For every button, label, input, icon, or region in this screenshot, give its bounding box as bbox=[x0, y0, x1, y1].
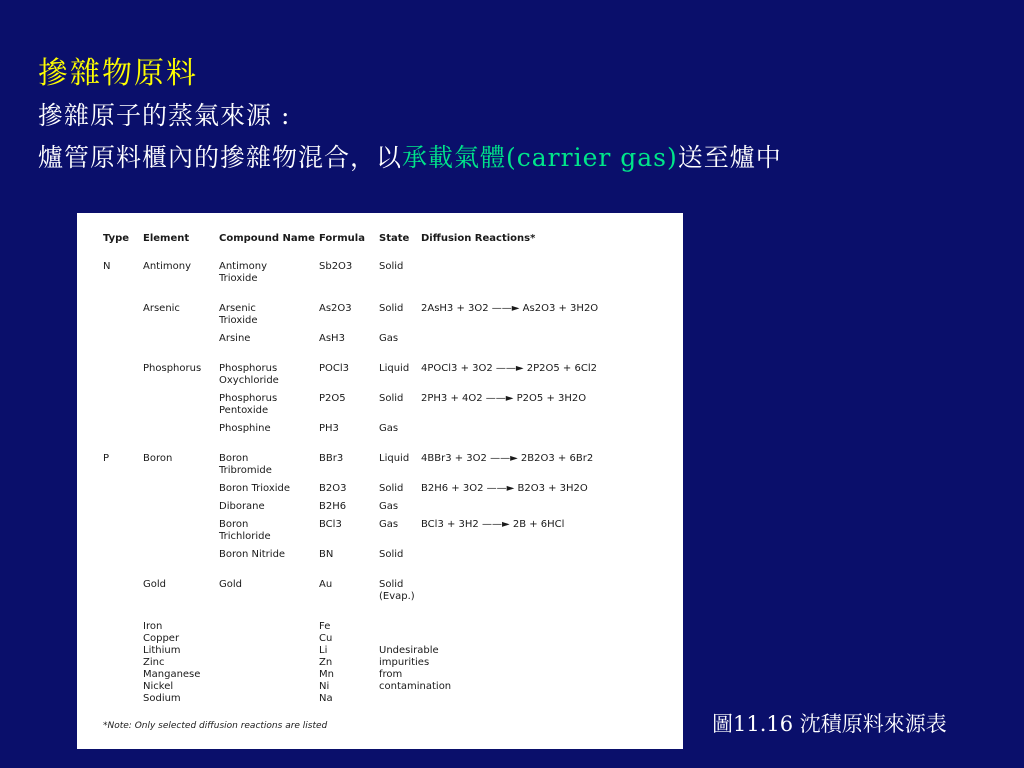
table-cell-type bbox=[101, 517, 141, 547]
table-cell-type: N bbox=[103, 261, 111, 272]
table-footnote: *Note: Only selected diffusion reactions are listed bbox=[103, 721, 328, 731]
table-cell-compound-name: Gold bbox=[219, 579, 242, 590]
table-cell-state: Gas bbox=[379, 423, 399, 434]
table-cell-compound-name: Boron Trichloride bbox=[219, 519, 271, 542]
table-cell-type bbox=[101, 565, 141, 607]
table-row bbox=[101, 565, 671, 607]
table-cell-compound-name: Phosphorus Pentoxide bbox=[219, 393, 278, 416]
table-cell-compound-name: Boron Trioxide bbox=[219, 483, 291, 494]
table-cell-formula: B2H6 bbox=[319, 501, 347, 512]
description-text-end: 送至爐中 bbox=[677, 143, 782, 172]
table-cell-state: Solid bbox=[379, 303, 404, 314]
diffusion-source-table-image bbox=[77, 213, 683, 749]
table-cell-formula: AsH3 bbox=[319, 333, 345, 344]
table-row bbox=[101, 607, 671, 709]
table-cell-diffusion-reactions bbox=[419, 331, 671, 349]
column-header-formula: Formula bbox=[319, 233, 365, 244]
table-cell-state: Gas bbox=[379, 333, 399, 344]
table-cell-element bbox=[141, 481, 217, 499]
table-row bbox=[101, 517, 671, 547]
table-row bbox=[101, 499, 671, 517]
table-cell-diffusion-reactions: BCl3 + 3H2 ——► 2B + 6HCl bbox=[421, 519, 565, 530]
column-header-state: State bbox=[379, 233, 410, 244]
table-cell-compound-name: Arsine bbox=[219, 333, 251, 344]
column-header-compound-name: Compound Name bbox=[219, 233, 315, 244]
table-row bbox=[101, 331, 671, 349]
table-cell-formula: Sb2O3 bbox=[319, 261, 353, 272]
table-cell-state: Undesirable impurities from contamination bbox=[379, 645, 452, 692]
table-cell-state: Solid (Evap.) bbox=[379, 579, 415, 602]
table-cell-formula: BBr3 bbox=[319, 453, 344, 464]
table-cell-element: Iron Copper Lithium Zinc Manganese Nickel Sodium bbox=[143, 621, 201, 704]
table-cell-compound-name bbox=[217, 607, 317, 709]
table-cell-formula: POCl3 bbox=[319, 363, 350, 374]
table-cell-formula: Fe Cu Li Zn Mn Ni Na bbox=[319, 621, 334, 704]
table-cell-type bbox=[101, 391, 141, 421]
table-cell-type bbox=[101, 499, 141, 517]
table-cell-diffusion-reactions: 4POCl3 + 3O2 ——► 2P2O5 + 6Cl2 bbox=[421, 363, 597, 374]
table-cell-compound-name: Diborane bbox=[219, 501, 265, 512]
table-cell-state: Solid bbox=[379, 549, 404, 560]
table-cell-type bbox=[101, 349, 141, 391]
table-row bbox=[101, 349, 671, 391]
column-header-type: Type bbox=[103, 233, 130, 244]
table-cell-formula: PH3 bbox=[319, 423, 339, 434]
table-row bbox=[101, 289, 671, 331]
table-cell-state: Gas bbox=[379, 501, 399, 512]
table-cell-element bbox=[141, 391, 217, 421]
description-line bbox=[38, 138, 782, 174]
table-cell-formula: B2O3 bbox=[319, 483, 347, 494]
table-cell-formula: BN bbox=[319, 549, 334, 560]
diffusion-source-table bbox=[101, 233, 671, 709]
table-cell-formula: BCl3 bbox=[319, 519, 342, 530]
table-cell-state: Solid bbox=[379, 393, 404, 404]
table-cell-element bbox=[141, 331, 217, 349]
table-cell-state: Liquid bbox=[379, 363, 410, 374]
table-cell-element bbox=[141, 499, 217, 517]
table-cell-state: Gas bbox=[379, 519, 399, 530]
table-cell-diffusion-reactions bbox=[419, 421, 671, 439]
table-cell-element: Antimony bbox=[143, 261, 191, 272]
table-cell-element bbox=[141, 517, 217, 547]
table-cell-diffusion-reactions bbox=[419, 499, 671, 517]
table-cell-state: Solid bbox=[379, 483, 404, 494]
table-cell-type bbox=[101, 607, 141, 709]
table-cell-type bbox=[101, 289, 141, 331]
description-text-start: 爐管原料櫃內的摻雜物混合，以 bbox=[38, 143, 403, 172]
table-cell-diffusion-reactions: B2H6 + 3O2 ——► B2O3 + 3H2O bbox=[421, 483, 588, 494]
table-cell-element bbox=[141, 547, 217, 565]
table-row bbox=[101, 547, 671, 565]
subtitle-line: 摻雜原子的蒸氣來源 : bbox=[38, 101, 291, 130]
table-cell-compound-name: Boron Tribromide bbox=[219, 453, 272, 476]
table-row bbox=[101, 421, 671, 439]
table-header-row bbox=[101, 233, 671, 259]
table-cell-type: P bbox=[103, 453, 110, 464]
table-cell-formula: As2O3 bbox=[319, 303, 352, 314]
slide-title: 摻雜物原料 bbox=[38, 56, 198, 91]
table-cell-state: Liquid bbox=[379, 453, 410, 464]
table-row bbox=[101, 391, 671, 421]
table-cell-diffusion-reactions bbox=[419, 607, 671, 709]
table-body bbox=[101, 259, 671, 709]
table-row bbox=[101, 481, 671, 499]
table-cell-formula: P2O5 bbox=[319, 393, 346, 404]
table-cell-element: Gold bbox=[143, 579, 166, 590]
table-cell-diffusion-reactions: 2PH3 + 4O2 ——► P2O5 + 3H2O bbox=[421, 393, 587, 404]
table-cell-diffusion-reactions bbox=[419, 565, 671, 607]
table-cell-compound-name: Boron Nitride bbox=[219, 549, 286, 560]
table-cell-type bbox=[101, 481, 141, 499]
carrier-gas-highlight: 承載氣體(carrier gas) bbox=[402, 143, 678, 172]
table-cell-formula: Au bbox=[319, 579, 333, 590]
column-header-diffusion-reactions: Diffusion Reactions* bbox=[421, 233, 536, 244]
table-cell-type bbox=[101, 547, 141, 565]
table-cell-diffusion-reactions bbox=[419, 547, 671, 565]
table-cell-element: Boron bbox=[143, 453, 173, 464]
table-cell-element bbox=[141, 421, 217, 439]
table-cell-compound-name: Phosphine bbox=[219, 423, 271, 434]
table-cell-compound-name: Arsenic Trioxide bbox=[219, 303, 258, 326]
table-row bbox=[101, 259, 671, 289]
table-cell-state: Solid bbox=[379, 261, 404, 272]
table-cell-diffusion-reactions: 4BBr3 + 3O2 ——► 2B2O3 + 6Br2 bbox=[421, 453, 594, 464]
table-cell-compound-name: Phosphorus Oxychloride bbox=[219, 363, 279, 386]
table-cell-diffusion-reactions bbox=[419, 259, 671, 289]
table-cell-diffusion-reactions: 2AsH3 + 3O2 ——► As2O3 + 3H2O bbox=[421, 303, 599, 314]
column-header-element: Element bbox=[143, 233, 190, 244]
figure-caption: 圖11.16 沈積原料來源表 bbox=[712, 712, 947, 736]
table-cell-element: Arsenic bbox=[143, 303, 180, 314]
table-cell-element: Phosphorus bbox=[143, 363, 202, 374]
table-row bbox=[101, 439, 671, 481]
table-cell-compound-name: Antimony Trioxide bbox=[219, 261, 267, 284]
table-cell-type bbox=[101, 421, 141, 439]
table-cell-type bbox=[101, 331, 141, 349]
